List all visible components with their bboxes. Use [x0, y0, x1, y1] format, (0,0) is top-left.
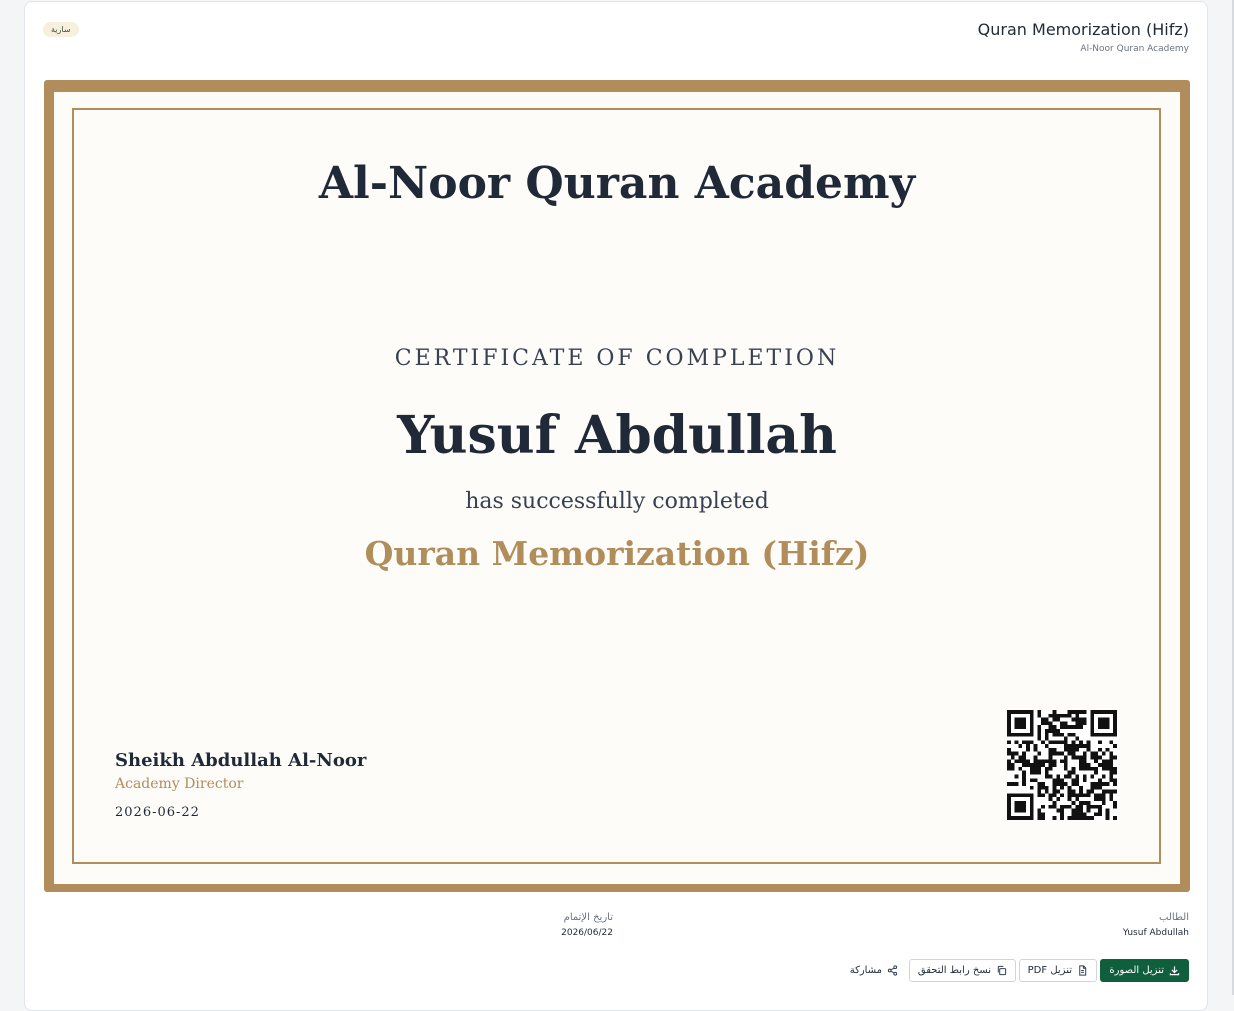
download-image-label: تنزيل الصورة — [1109, 965, 1164, 976]
academy-subtitle: Al-Noor Quran Academy — [1080, 44, 1189, 54]
signer-role: Academy Director — [115, 776, 244, 792]
status-badge: سارية — [43, 22, 79, 37]
certificate-card — [24, 1, 1208, 1011]
certificate-course: Quran Memorization (Hifz) — [364, 534, 870, 573]
share-icon — [887, 965, 898, 976]
student-value: Yusuf Abdullah — [1122, 928, 1189, 938]
certificate-academy-name: Al-Noor Quran Academy — [318, 158, 916, 209]
certificate-type: CERTIFICATE OF COMPLETION — [394, 346, 840, 371]
download-pdf-label: تنزيل PDF — [1027, 965, 1072, 976]
file-icon — [1077, 965, 1088, 976]
share-button[interactable] — [841, 959, 907, 982]
copy-verification-link-label: نسخ رابط التحقق — [917, 965, 991, 976]
completion-date-label: تاريخ الإتمام — [563, 912, 613, 923]
certificate-completed-text: has successfully completed — [465, 489, 769, 514]
copy-icon — [996, 965, 1007, 976]
certificate-recipient: Yusuf Abdullah — [397, 405, 837, 466]
qr-code — [1007, 710, 1117, 820]
signer-name: Sheikh Abdullah Al-Noor — [115, 750, 367, 771]
download-image-button[interactable] — [1100, 959, 1189, 982]
share-label: مشاركة — [849, 965, 882, 976]
download-pdf-button[interactable] — [1019, 959, 1097, 982]
copy-verification-link-button[interactable] — [909, 959, 1016, 982]
download-icon — [1169, 965, 1180, 976]
page-title: Quran Memorization (Hifz) — [977, 20, 1189, 39]
completion-date-value: 2026/06/22 — [561, 928, 613, 938]
certificate-date: 2026-06-22 — [115, 805, 200, 820]
student-label: الطالب — [1159, 912, 1189, 923]
